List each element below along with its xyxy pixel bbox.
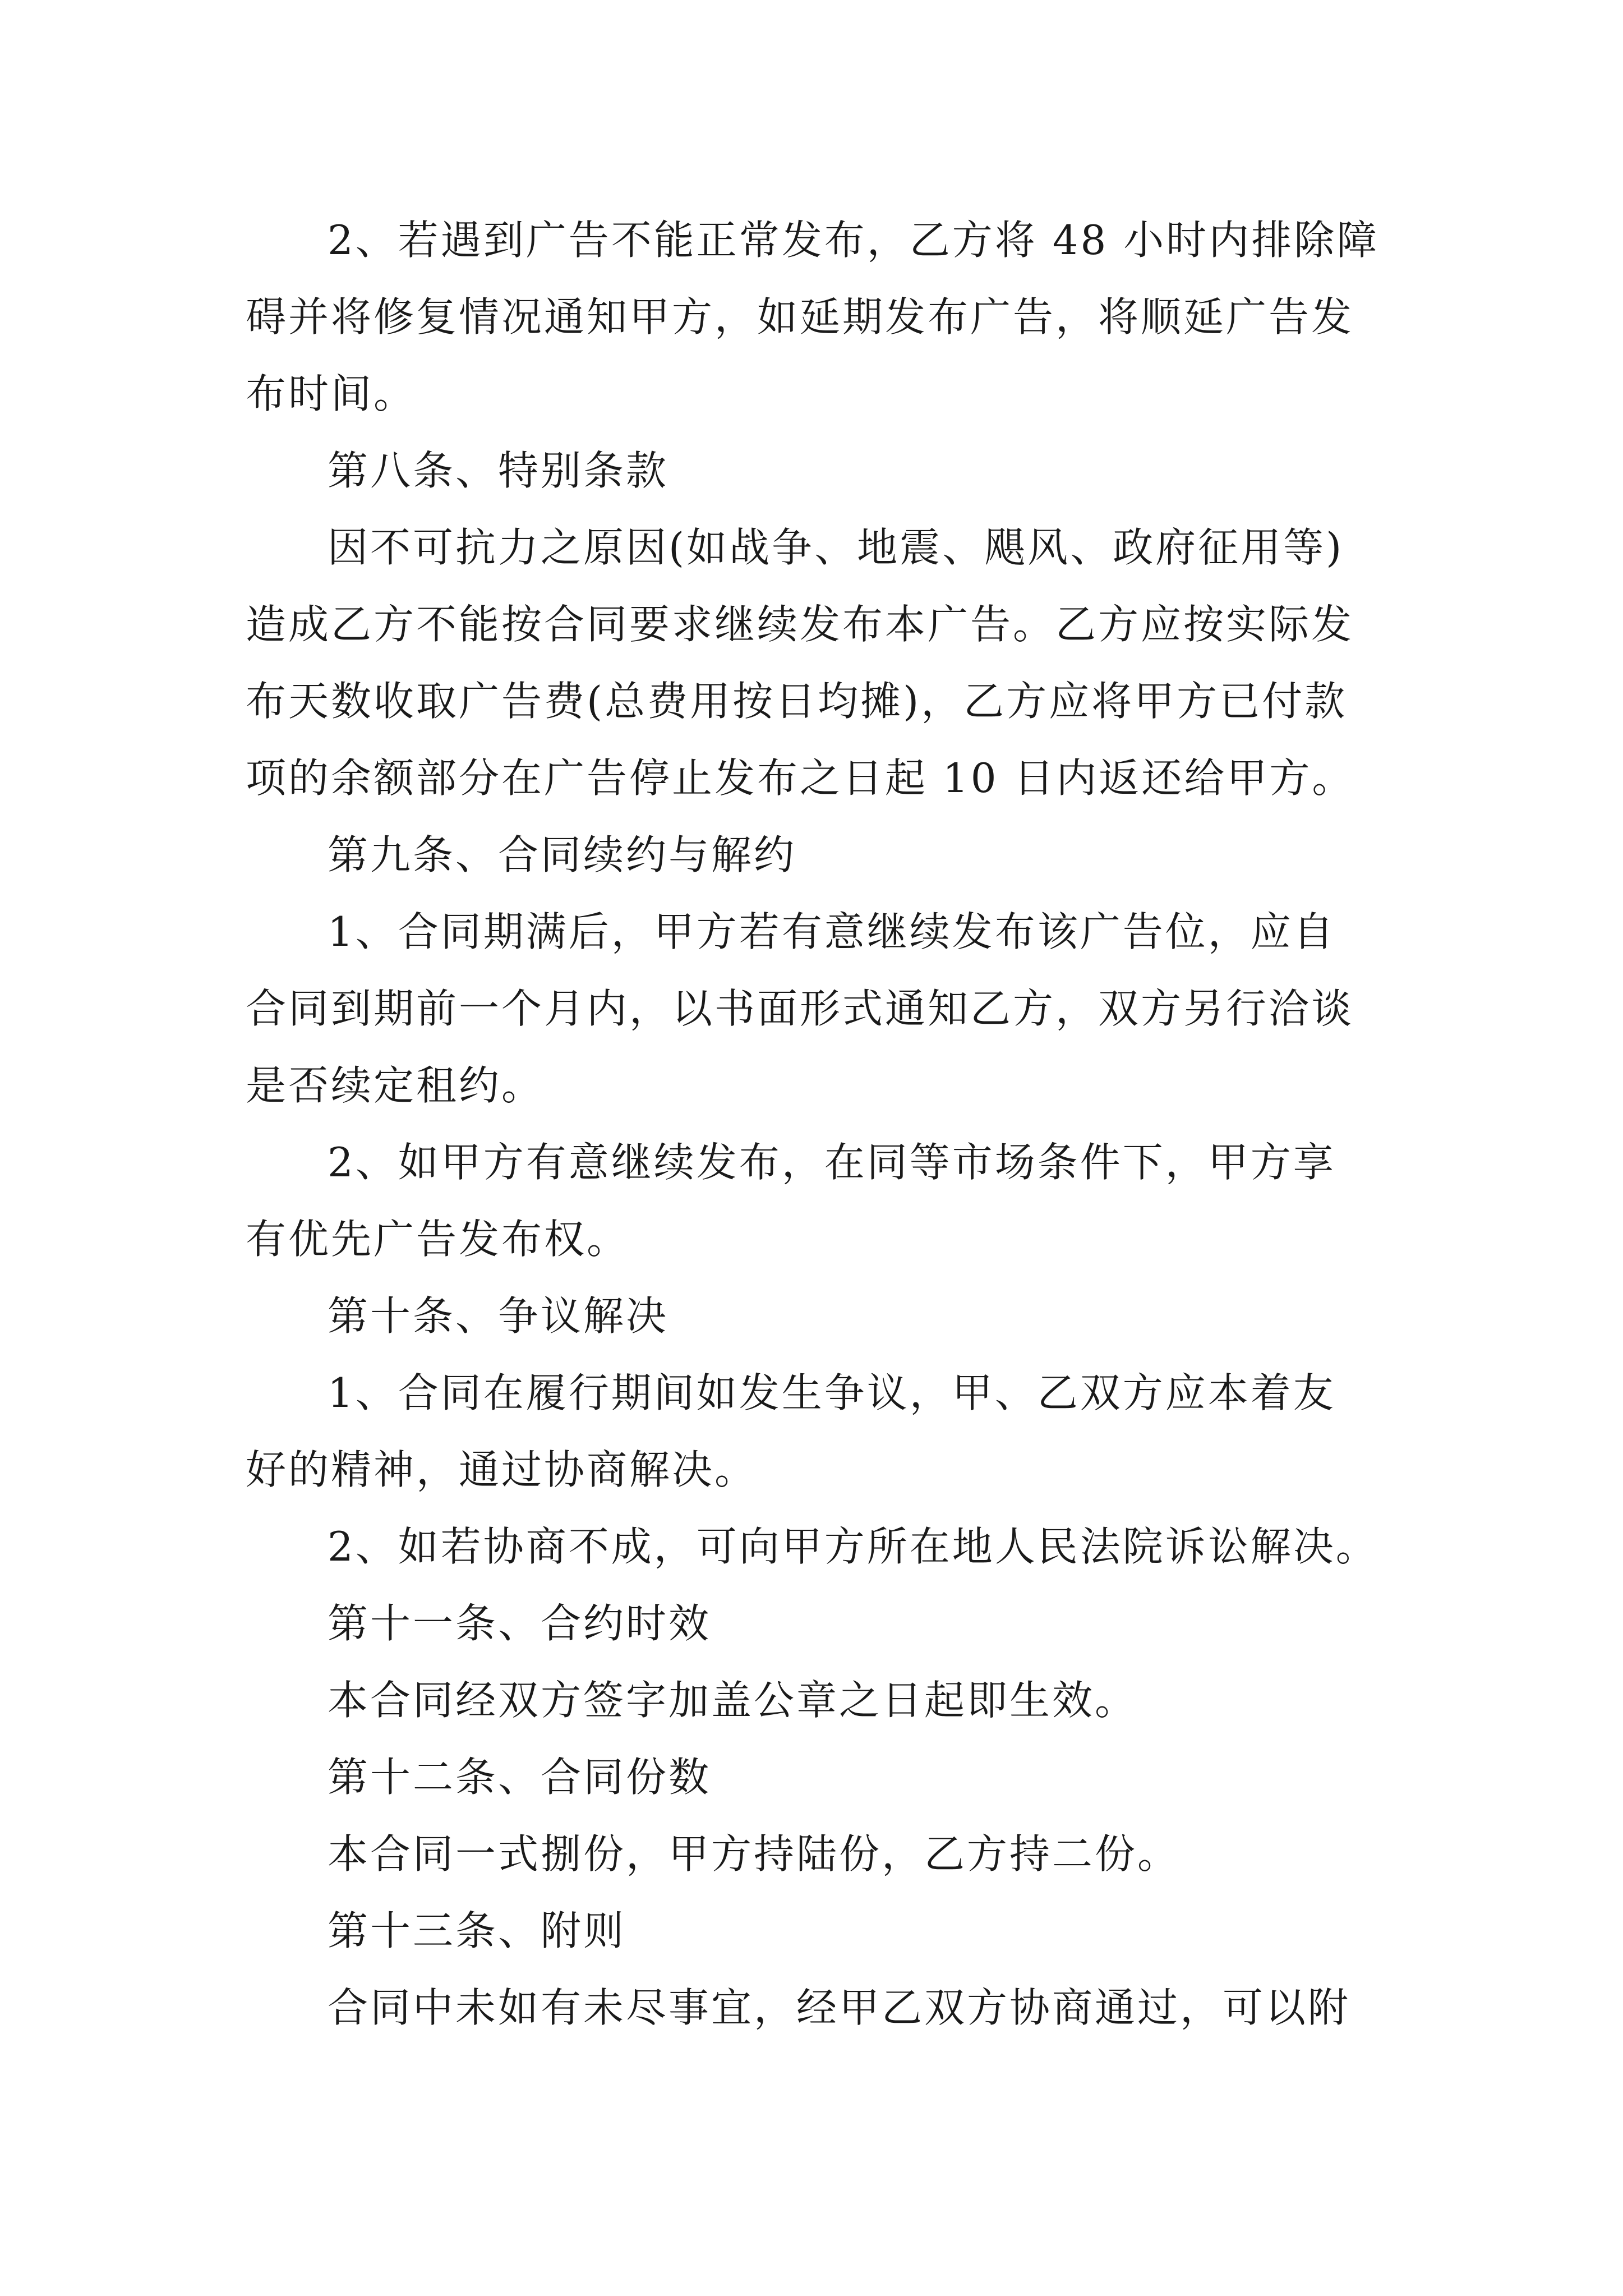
- contract-text: [246, 202, 1412, 2046]
- section-heading: 第十一条、合约时效: [328, 1600, 712, 1647]
- text-line: 1、合同在履行期间如发生争议，甲、乙双方应本着友: [328, 1369, 1336, 1416]
- text-line: 项的余额部分在广告停止发布之日起 10 日内返还给甲方。: [246, 754, 1355, 802]
- text-line: 2、如若协商不成，可向甲方所在地人民法院诉讼解决。: [328, 1523, 1378, 1570]
- text-line: 本合同经双方签字加盖公章之日起即生效。: [328, 1677, 1138, 1724]
- text-line: 好的精神，通过协商解决。: [246, 1446, 758, 1493]
- text-line: 合同中未如有未尽事宜，经甲乙双方协商通过，可以附: [328, 1984, 1351, 2031]
- text-line: 造成乙方不能按合同要求继续发布本广告。乙方应按实际发: [246, 601, 1354, 648]
- text-line: 布时间。: [246, 370, 417, 417]
- section-heading: 第十条、争议解决: [328, 1292, 669, 1340]
- text-line: 1、合同期满后，甲方若有意继续发布该广告位，应自: [328, 908, 1336, 955]
- text-line: 本合同一式捌份，甲方持陆份，乙方持二份。: [328, 1830, 1181, 1878]
- text-line: 有优先广告发布权。: [246, 1216, 630, 1263]
- section-heading: 第十二条、合同份数: [328, 1754, 712, 1801]
- text-line: 2、若遇到广告不能正常发布，乙方将 48 小时内排除障: [328, 217, 1380, 264]
- text-line: 因不可抗力之原因(如战争、地震、飓风、政府征用等): [328, 524, 1344, 571]
- text-line: 是否续定租约。: [246, 1062, 545, 1109]
- section-heading: 第十三条、附则: [328, 1907, 626, 1954]
- section-heading: 第九条、合同续约与解约: [328, 831, 797, 878]
- text-line: 2、如甲方有意继续发布，在同等市场条件下，甲方享: [328, 1139, 1336, 1186]
- section-heading: 第八条、特别条款: [328, 447, 669, 494]
- text-line: 碍并将修复情况通知甲方，如延期发布广告，将顺延广告发: [246, 293, 1354, 341]
- text-line: 布天数收取广告费(总费用按日均摊)，乙方应将甲方已付款: [246, 678, 1348, 725]
- text-line: 合同到期前一个月内，以书面形式通知乙方，双方另行洽谈: [246, 985, 1354, 1032]
